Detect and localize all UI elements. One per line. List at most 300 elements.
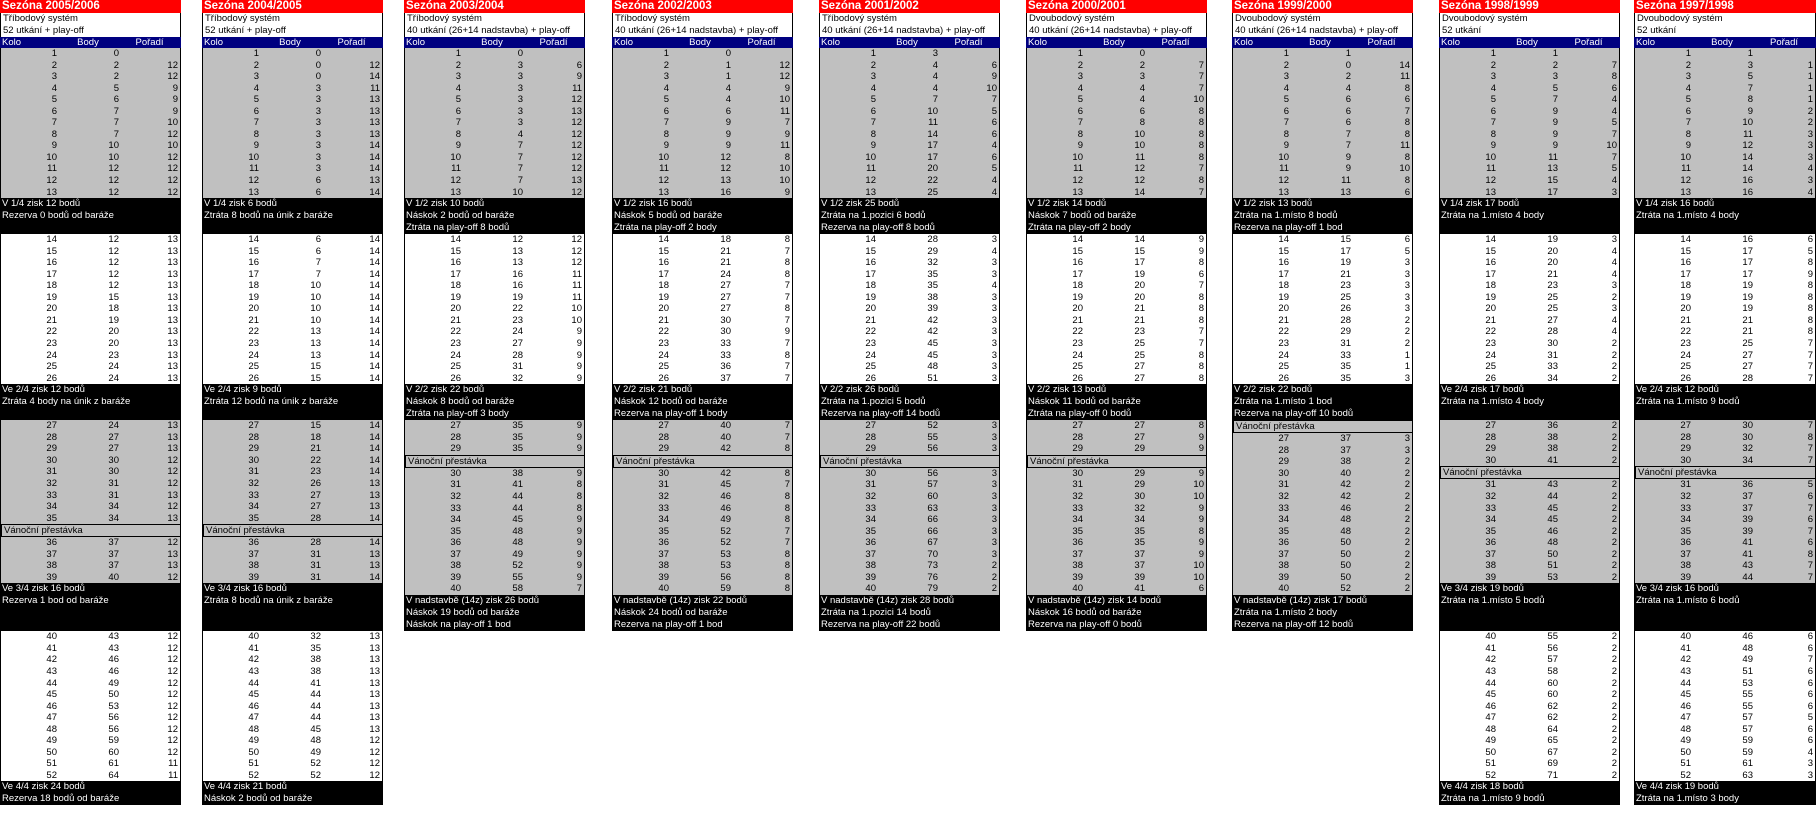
- header-round: Kolo: [821, 37, 841, 48]
- header-rank: Pořadí: [135, 37, 164, 48]
- round-cell: 1: [1077, 48, 1083, 59]
- table-row: [1027, 175, 1206, 187]
- rank-cell: 13: [167, 512, 178, 524]
- rank-cell: 9: [1198, 234, 1204, 246]
- rank-cell: 9: [576, 514, 582, 526]
- points-cell: 16: [512, 268, 523, 280]
- table-row: [1233, 537, 1412, 549]
- round-cell: 10: [1072, 151, 1083, 163]
- table-row: [1, 140, 180, 152]
- points-cell: 39: [1134, 571, 1145, 583]
- round-cell: 15: [1278, 245, 1289, 257]
- points-cell: 7: [113, 128, 119, 140]
- rank-cell: 6: [1807, 723, 1813, 735]
- round-cell: 23: [248, 338, 259, 350]
- rank-cell: 8: [784, 151, 790, 163]
- round-cell: 14: [1072, 234, 1083, 246]
- season-title: Sezóna 2000/2001: [1026, 0, 1207, 13]
- rank-cell: 3: [1807, 151, 1813, 163]
- points-cell: 62: [1547, 700, 1558, 712]
- round-cell: 19: [46, 291, 57, 303]
- table-row: [820, 83, 999, 95]
- round-cell: 11: [249, 163, 259, 175]
- points-cell: 6: [315, 234, 321, 246]
- round-cell: 6: [1685, 105, 1691, 117]
- points-cell: 31: [108, 489, 119, 501]
- round-cell: 24: [1278, 349, 1289, 361]
- rank-cell: 8: [1807, 548, 1813, 560]
- rounds-block: [1439, 420, 1620, 466]
- points-cell: 28: [310, 537, 321, 549]
- round-cell: 15: [1072, 245, 1083, 257]
- points-cell: 70: [927, 548, 938, 560]
- table-row: [1027, 338, 1206, 350]
- table-row: [203, 537, 382, 549]
- rank-cell: 14: [369, 512, 380, 524]
- round-cell: 7: [1283, 117, 1289, 129]
- round-cell: 4: [663, 82, 669, 94]
- rank-cell: 7: [1198, 82, 1204, 94]
- round-cell: 11: [866, 163, 876, 175]
- rank-cell: 2: [1611, 454, 1617, 466]
- rank-cell: 4: [1807, 746, 1813, 758]
- round-cell: 40: [450, 583, 461, 595]
- points-cell: 4: [1139, 82, 1145, 94]
- round-cell: 3: [663, 71, 669, 83]
- table-row: [613, 420, 792, 432]
- points-cell: 33: [1547, 361, 1558, 373]
- summary-line: Rezerva na play-off 10 bodů: [1234, 408, 1354, 420]
- round-cell: 41: [248, 642, 259, 654]
- table-row: [1233, 526, 1412, 538]
- table-row: [1, 315, 180, 327]
- points-cell: 73: [927, 560, 938, 572]
- rank-cell: 13: [369, 631, 380, 643]
- round-cell: 42: [1485, 654, 1496, 666]
- season-info: Tříbodový systém: [404, 13, 585, 25]
- christmas-break-label: Vánoční přestávka: [1026, 455, 1207, 468]
- points-cell: 45: [927, 338, 938, 350]
- rank-cell: 9: [576, 548, 582, 560]
- rounds-block: [1634, 234, 1816, 384]
- rank-cell: 5: [1611, 117, 1617, 129]
- points-cell: 7: [315, 268, 321, 280]
- summary-line: Ve 4/4 zisk 24 bodů: [2, 781, 85, 793]
- points-cell: 7: [517, 175, 523, 187]
- table-row: [1440, 361, 1619, 373]
- rank-cell: 12: [167, 163, 178, 175]
- season-title: Sezóna 1998/1999: [1439, 0, 1620, 13]
- rank-cell: 7: [1807, 525, 1813, 537]
- round-cell: 31: [46, 466, 57, 478]
- rank-cell: 13: [369, 477, 380, 489]
- table-row: [820, 373, 999, 385]
- rounds-block: [1634, 48, 1816, 198]
- points-cell: 16: [512, 280, 523, 292]
- rank-cell: 7: [1198, 280, 1204, 292]
- points-cell: 46: [1547, 525, 1558, 537]
- points-cell: 41: [1134, 583, 1145, 595]
- rank-cell: 8: [1198, 314, 1204, 326]
- round-cell: 49: [248, 735, 259, 747]
- points-cell: 27: [1547, 314, 1558, 326]
- table-row: [613, 338, 792, 350]
- round-cell: 5: [253, 94, 259, 106]
- rank-cell: 12: [167, 501, 178, 513]
- round-cell: 38: [1680, 560, 1691, 572]
- points-cell: 49: [108, 677, 119, 689]
- round-cell: 7: [870, 117, 876, 129]
- table-row: [1233, 560, 1412, 572]
- points-cell: 10: [310, 280, 321, 292]
- round-cell: 29: [658, 443, 669, 455]
- table-row: [1635, 292, 1815, 304]
- points-cell: 49: [512, 548, 523, 560]
- round-cell: 2: [455, 59, 461, 71]
- points-cell: 9: [1552, 140, 1558, 152]
- round-cell: 15: [1680, 245, 1691, 257]
- rank-cell: 12: [167, 689, 178, 701]
- table-row: [1440, 129, 1619, 141]
- points-cell: 4: [517, 128, 523, 140]
- rank-cell: 4: [1611, 326, 1617, 338]
- table-row: [405, 83, 584, 95]
- table-row: [203, 117, 382, 129]
- round-cell: 16: [865, 257, 876, 269]
- round-cell: 15: [450, 245, 461, 257]
- rank-cell: 4: [991, 175, 997, 187]
- round-cell: 5: [1077, 94, 1083, 106]
- rank-cell: 14: [369, 151, 380, 163]
- points-cell: 56: [927, 443, 938, 455]
- round-cell: 3: [870, 71, 876, 83]
- round-cell: 4: [1283, 82, 1289, 94]
- rank-cell: 7: [1404, 105, 1410, 117]
- rank-cell: 12: [167, 537, 178, 549]
- round-cell: 40: [248, 631, 259, 643]
- table-row: [405, 468, 584, 480]
- rank-cell: 2: [1404, 490, 1410, 502]
- rank-cell: 2: [1404, 467, 1410, 479]
- round-cell: 39: [46, 571, 57, 583]
- round-cell: 36: [1278, 537, 1289, 549]
- christmas-break-label: Vánoční přestávka: [202, 524, 383, 537]
- round-cell: 35: [248, 512, 259, 524]
- rounds-block: [404, 234, 585, 384]
- rank-cell: 12: [167, 631, 178, 643]
- rounds-block: [202, 234, 383, 384]
- table-row: [405, 514, 584, 526]
- points-cell: 55: [1547, 631, 1558, 643]
- rank-cell: 4: [991, 140, 997, 152]
- table-row: [1440, 338, 1619, 350]
- rank-cell: 7: [1807, 502, 1813, 514]
- points-cell: 42: [1340, 479, 1351, 491]
- rank-cell: 10: [1193, 94, 1204, 106]
- table-row: [203, 654, 382, 666]
- rank-cell: 3: [991, 326, 997, 338]
- round-cell: 18: [658, 280, 669, 292]
- round-cell: 14: [1485, 234, 1496, 246]
- table-row: [203, 106, 382, 118]
- round-cell: 34: [865, 514, 876, 526]
- points-cell: 17: [1340, 245, 1351, 257]
- points-cell: 67: [927, 537, 938, 549]
- table-row: [613, 129, 792, 141]
- table-row: [1, 701, 180, 713]
- round-cell: 9: [870, 140, 876, 152]
- block-summary: [404, 384, 585, 420]
- rank-cell: 5: [1611, 163, 1617, 175]
- points-cell: 57: [927, 479, 938, 491]
- round-cell: 27: [248, 420, 259, 432]
- rank-cell: 8: [1198, 525, 1204, 537]
- points-cell: 21: [1134, 314, 1145, 326]
- round-cell: 13: [1680, 186, 1691, 198]
- points-cell: 45: [720, 479, 731, 491]
- table-row: [203, 770, 382, 782]
- rank-cell: 7: [1611, 128, 1617, 140]
- points-cell: 6: [725, 105, 731, 117]
- table-row: [1635, 71, 1815, 83]
- rank-cell: 3: [991, 257, 997, 269]
- points-cell: 15: [1547, 175, 1558, 187]
- round-cell: 43: [1680, 665, 1691, 677]
- points-cell: 44: [1547, 490, 1558, 502]
- round-cell: 24: [1680, 349, 1691, 361]
- table-row: [1, 501, 180, 513]
- points-cell: 3: [517, 71, 523, 83]
- round-cell: 8: [1077, 128, 1083, 140]
- summary-line: Ztráta 8 bodů na únik z baráže: [204, 595, 333, 607]
- points-cell: 45: [927, 349, 938, 361]
- points-cell: 20: [1134, 291, 1145, 303]
- round-cell: 40: [865, 583, 876, 595]
- table-row: [1635, 163, 1815, 175]
- round-cell: 31: [865, 479, 876, 491]
- table-row: [1635, 735, 1815, 747]
- rank-cell: 2: [1611, 431, 1617, 443]
- table-row: [1027, 361, 1206, 373]
- points-cell: 52: [512, 560, 523, 572]
- rank-cell: 8: [1198, 105, 1204, 117]
- rank-cell: 1: [1807, 82, 1813, 94]
- table-row: [1, 631, 180, 643]
- rank-cell: 2: [1611, 537, 1617, 549]
- round-cell: 12: [1072, 175, 1083, 187]
- round-cell: 17: [1485, 268, 1496, 280]
- table-row: [1, 361, 180, 373]
- points-cell: 1: [1552, 48, 1558, 59]
- round-cell: 49: [46, 735, 57, 747]
- points-cell: 40: [720, 420, 731, 432]
- table-row: [1, 326, 180, 338]
- points-cell: 16: [1742, 175, 1753, 187]
- table-row: [1027, 117, 1206, 129]
- round-cell: 48: [1485, 723, 1496, 735]
- round-cell: 22: [450, 326, 461, 338]
- round-cell: 38: [865, 560, 876, 572]
- rank-cell: 7: [1198, 186, 1204, 198]
- table-row: [1440, 373, 1619, 385]
- round-cell: 31: [450, 479, 461, 491]
- points-cell: 43: [1547, 479, 1558, 491]
- season-info: Tříbodový systém: [819, 13, 1000, 25]
- rank-cell: 11: [780, 140, 790, 152]
- points-cell: 29: [1134, 479, 1145, 491]
- rank-cell: 13: [167, 548, 178, 560]
- table-row: [1027, 257, 1206, 269]
- table-row: [613, 257, 792, 269]
- round-cell: 43: [46, 665, 57, 677]
- table-row: [1635, 326, 1815, 338]
- summary-line: V nadstavbě (14z) zisk 17 bodů: [1234, 594, 1368, 606]
- rounds-block: [1232, 433, 1413, 595]
- rank-cell: 8: [784, 548, 790, 560]
- rank-cell: 12: [167, 466, 178, 478]
- summary-line: Ztráta na 1.pozici 6 bodů: [821, 210, 926, 222]
- points-cell: 8: [1139, 117, 1145, 129]
- rank-cell: 6: [991, 59, 997, 71]
- points-cell: 62: [1547, 712, 1558, 724]
- summary-line: Ztráta na 1.místo 4 body: [1636, 210, 1739, 222]
- rank-cell: 8: [1807, 314, 1813, 326]
- points-cell: 2: [1552, 59, 1558, 71]
- table-row: [820, 152, 999, 164]
- points-cell: 42: [720, 443, 731, 455]
- rounds-block: [1634, 479, 1816, 583]
- points-cell: 3: [315, 82, 321, 94]
- points-cell: 31: [512, 361, 523, 373]
- rank-cell: 3: [991, 467, 997, 479]
- rank-cell: 5: [1807, 712, 1813, 724]
- table-row: [820, 292, 999, 304]
- points-cell: 35: [1134, 525, 1145, 537]
- rank-cell: 6: [1807, 689, 1813, 701]
- round-cell: 21: [46, 314, 57, 326]
- points-cell: 66: [927, 525, 938, 537]
- table-row: [405, 583, 584, 595]
- block-summary: [1232, 384, 1413, 420]
- rank-cell: 9: [1198, 514, 1204, 526]
- round-cell: 31: [1072, 479, 1083, 491]
- round-cell: 20: [1278, 303, 1289, 315]
- round-cell: 26: [46, 372, 57, 384]
- round-cell: 15: [865, 245, 876, 257]
- header-rank: Pořadí: [1770, 37, 1798, 48]
- table-row: [1635, 117, 1815, 129]
- points-cell: 22: [512, 303, 523, 315]
- table-row: [613, 163, 792, 175]
- round-cell: 8: [1283, 128, 1289, 140]
- points-cell: 76: [927, 571, 938, 583]
- round-cell: 27: [1485, 420, 1496, 432]
- points-cell: 12: [108, 163, 119, 175]
- table-header: [202, 37, 383, 48]
- rank-cell: 13: [167, 431, 178, 443]
- rank-cell: 14: [369, 571, 380, 583]
- rank-cell: 2: [1404, 548, 1410, 560]
- table-row: [203, 234, 382, 246]
- table-row: [1635, 549, 1815, 561]
- christmas-break-label: Vánoční přestávka: [1439, 466, 1620, 479]
- rank-cell: 8: [784, 257, 790, 269]
- points-cell: 0: [725, 48, 731, 59]
- round-cell: 7: [1077, 117, 1083, 129]
- table-header: [404, 37, 585, 48]
- rank-cell: 1: [1807, 94, 1813, 106]
- summary-line: [2, 619, 181, 631]
- round-cell: 4: [1490, 82, 1496, 94]
- table-row: [1440, 747, 1619, 759]
- round-cell: 44: [1485, 677, 1496, 689]
- rounds-block: [612, 48, 793, 198]
- table-row: [1635, 701, 1815, 713]
- round-cell: 7: [455, 117, 461, 129]
- points-cell: 15: [1134, 245, 1145, 257]
- round-cell: 17: [865, 268, 876, 280]
- rank-cell: 8: [784, 514, 790, 526]
- round-cell: 40: [46, 631, 57, 643]
- rank-cell: 9: [576, 326, 582, 338]
- table-row: [1440, 60, 1619, 72]
- table-row: [1, 94, 180, 106]
- round-cell: 29: [865, 443, 876, 455]
- points-cell: 6: [1345, 105, 1351, 117]
- points-cell: 44: [310, 712, 321, 724]
- table-row: [1440, 443, 1619, 455]
- rank-cell: 2: [1611, 560, 1617, 572]
- rank-cell: 10: [1193, 490, 1204, 502]
- table-row: [203, 315, 382, 327]
- rank-cell: [1558, 48, 1619, 60]
- points-cell: 19: [1547, 234, 1558, 246]
- rank-cell: 7: [1807, 349, 1813, 361]
- points-cell: 27: [720, 280, 731, 292]
- round-cell: 44: [248, 677, 259, 689]
- rank-cell: 12: [571, 163, 582, 175]
- points-cell: 31: [310, 571, 321, 583]
- points-cell: 33: [720, 349, 731, 361]
- points-cell: 48: [512, 525, 523, 537]
- table-row: [613, 560, 792, 572]
- rank-cell: 9: [172, 105, 178, 117]
- table-row: [1027, 48, 1206, 60]
- table-row: [1440, 572, 1619, 584]
- round-cell: 6: [455, 105, 461, 117]
- rank-cell: 2: [1611, 502, 1617, 514]
- round-cell: 21: [1485, 314, 1496, 326]
- table-row: [1440, 514, 1619, 526]
- rank-cell: 4: [1611, 245, 1617, 257]
- table-row: [820, 468, 999, 480]
- round-cell: 14: [46, 234, 57, 246]
- table-row: [1635, 187, 1815, 199]
- points-cell: 14: [1742, 151, 1753, 163]
- table-row: [1027, 106, 1206, 118]
- round-cell: 4: [51, 82, 57, 94]
- points-cell: 1: [1747, 48, 1753, 59]
- rank-cell: 8: [784, 490, 790, 502]
- table-row: [203, 643, 382, 655]
- block-summary: [202, 781, 383, 805]
- rank-cell: 2: [1611, 479, 1617, 491]
- table-row: [1440, 280, 1619, 292]
- table-row: [613, 94, 792, 106]
- round-cell: 28: [1278, 444, 1289, 456]
- round-cell: 6: [663, 105, 669, 117]
- table-row: [1635, 246, 1815, 258]
